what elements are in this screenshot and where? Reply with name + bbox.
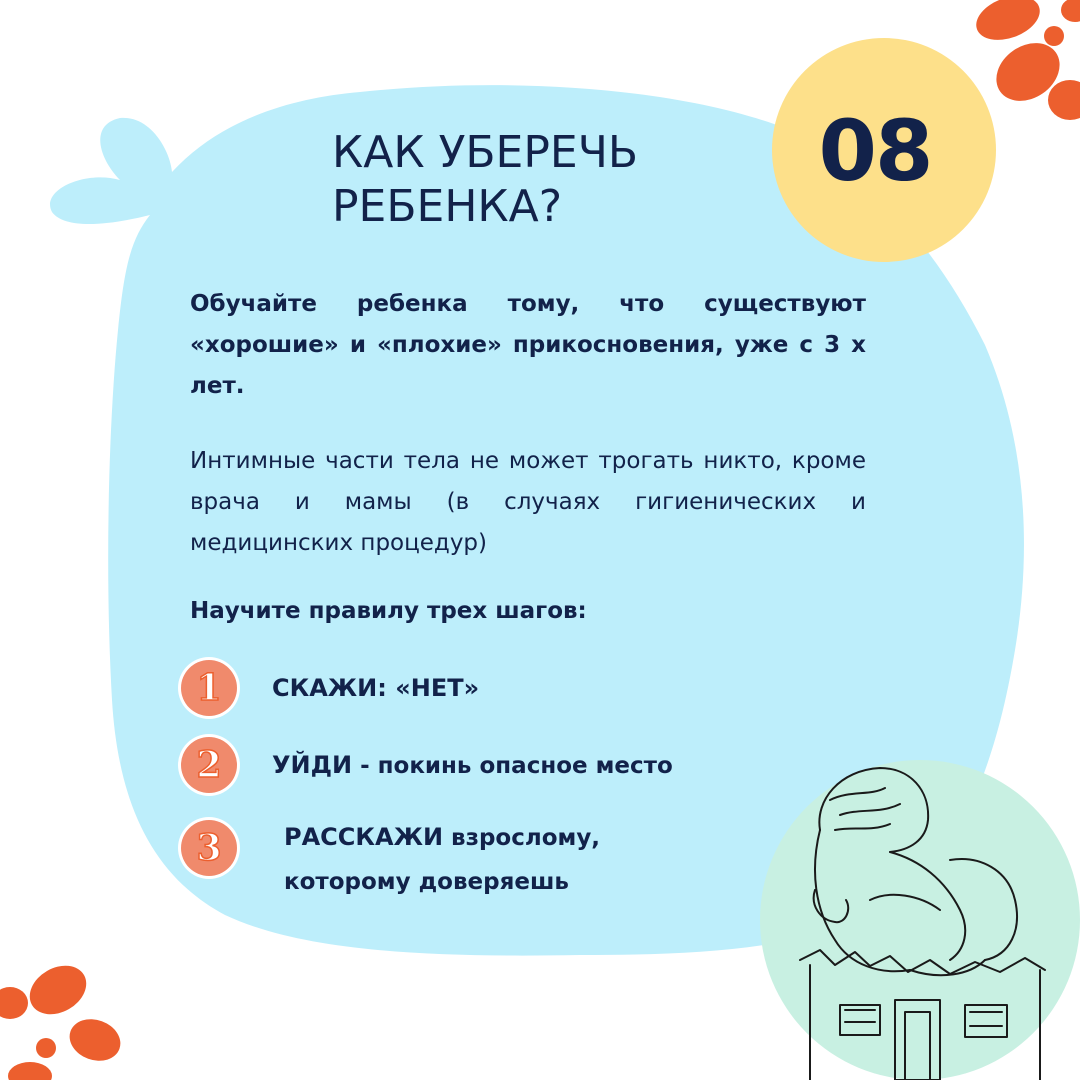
step-3-badge	[176, 815, 242, 881]
rule-heading: Научите правилу трех шагов:	[190, 598, 587, 624]
step-3-rest-line-2: которому доверяешь	[284, 869, 569, 895]
step-1-strong: СКАЖИ: «НЕТ»	[272, 674, 480, 702]
step-3-digit: 3	[196, 827, 222, 869]
step-2-digit: 2	[196, 744, 222, 786]
title-line-2: РЕБЕНКА?	[332, 181, 563, 232]
step-3-rest-line-1: взрослому,	[443, 825, 601, 851]
step-1-badge	[176, 655, 242, 721]
page-title	[332, 126, 638, 234]
step-1-text	[272, 667, 479, 709]
step-3-strong: РАССКАЖИ	[284, 823, 444, 851]
step-2-rest: - покинь опасное место	[352, 753, 673, 779]
child-illustration	[760, 760, 1080, 1080]
step-1-digit: 1	[196, 667, 222, 709]
step-3-text	[284, 815, 600, 904]
illustration-circle	[760, 760, 1080, 1080]
step-2-strong: УЙДИ	[272, 751, 353, 779]
paragraph-regular: Интимные части тела не может трогать никто, кроме врача и мамы (в случаях гигиенических и медицинских процедур)	[190, 448, 866, 556]
paragraph-bold: Обучайте ребенка тому, что существуют «хорошие» и «плохие» прикосновения, уже с 3 х лет.	[190, 291, 866, 399]
flower-bottom-left	[0, 956, 126, 1080]
flower-top-right	[970, 0, 1080, 120]
step-2-badge	[176, 732, 242, 798]
title-line-1: КАК УБЕРЕЧЬ	[332, 127, 639, 178]
slide-number: 08	[818, 102, 932, 200]
step-2-text	[272, 744, 673, 787]
